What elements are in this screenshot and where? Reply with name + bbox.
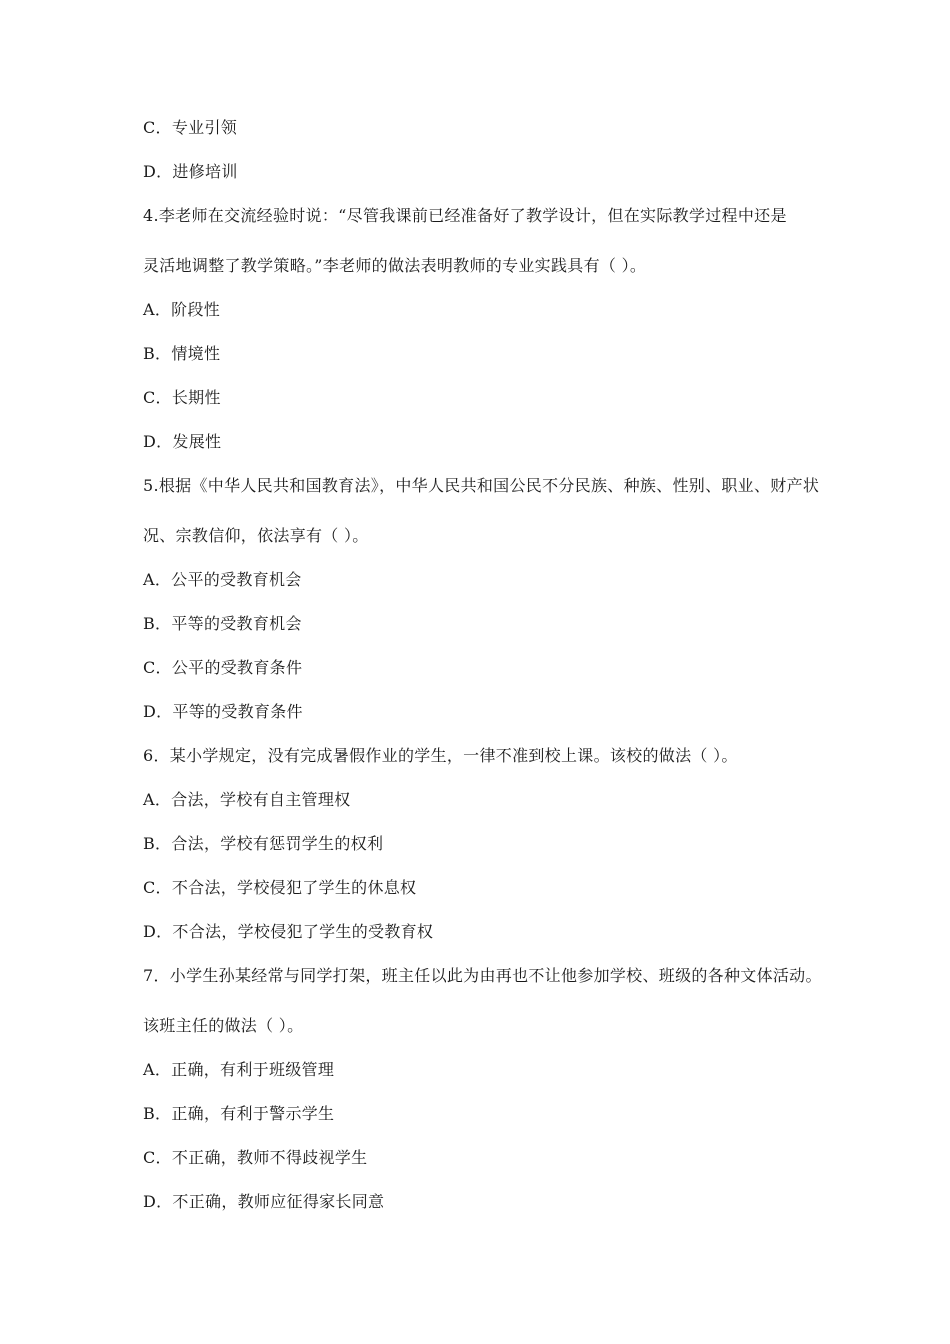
question-4-text-cont: 灵活地调整了教学策略。”李老师的做法表明教师的专业实践具有（ ）。	[143, 256, 647, 275]
option-d: D．发展性	[143, 432, 222, 451]
option-c: C．长期性	[143, 388, 221, 407]
option-c: C．不正确，教师不得歧视学生	[143, 1148, 368, 1167]
question-7-text: 7．小学生孙某经常与同学打架，班主任以此为由再也不让他参加学校、班级的各种文体活动。	[143, 966, 822, 985]
question-4-text: 4.李老师在交流经验时说：“尽管我课前已经准备好了教学设计，但在实际教学过程中还是	[143, 206, 787, 225]
option-b: B．平等的受教育机会	[143, 614, 302, 633]
option-c: C．不合法，学校侵犯了学生的休息权	[143, 878, 417, 897]
option-d: D．进修培训	[143, 162, 238, 181]
option-b: B．合法，学校有惩罚学生的权利	[143, 834, 384, 853]
option-b: B．正确，有利于警示学生	[143, 1104, 335, 1123]
option-d: D．平等的受教育条件	[143, 702, 303, 721]
option-d: D．不正确，教师应征得家长同意	[143, 1192, 385, 1211]
option-d: D．不合法，学校侵犯了学生的受教育权	[143, 922, 434, 941]
option-a: A．合法，学校有自主管理权	[143, 790, 351, 809]
option-a: A．公平的受教育机会	[143, 570, 302, 589]
question-6-text: 6．某小学规定，没有完成暑假作业的学生，一律不准到校上课。该校的做法（ ）。	[143, 746, 738, 765]
option-c: C．公平的受教育条件	[143, 658, 303, 677]
option-c: C．专业引领	[143, 118, 238, 137]
question-5-text: 5.根据《中华人民共和国教育法》，中华人民共和国公民不分民族、种族、性别、职业、财产状	[143, 476, 820, 495]
option-a: A．阶段性	[143, 300, 221, 319]
question-7-text-cont: 该班主任的做法（ ）。	[143, 1016, 304, 1035]
option-b: B．情境性	[143, 344, 221, 363]
option-a: A．正确，有利于班级管理	[143, 1060, 335, 1079]
question-5-text-cont: 况、宗教信仰，依法享有（ ）。	[143, 526, 369, 545]
